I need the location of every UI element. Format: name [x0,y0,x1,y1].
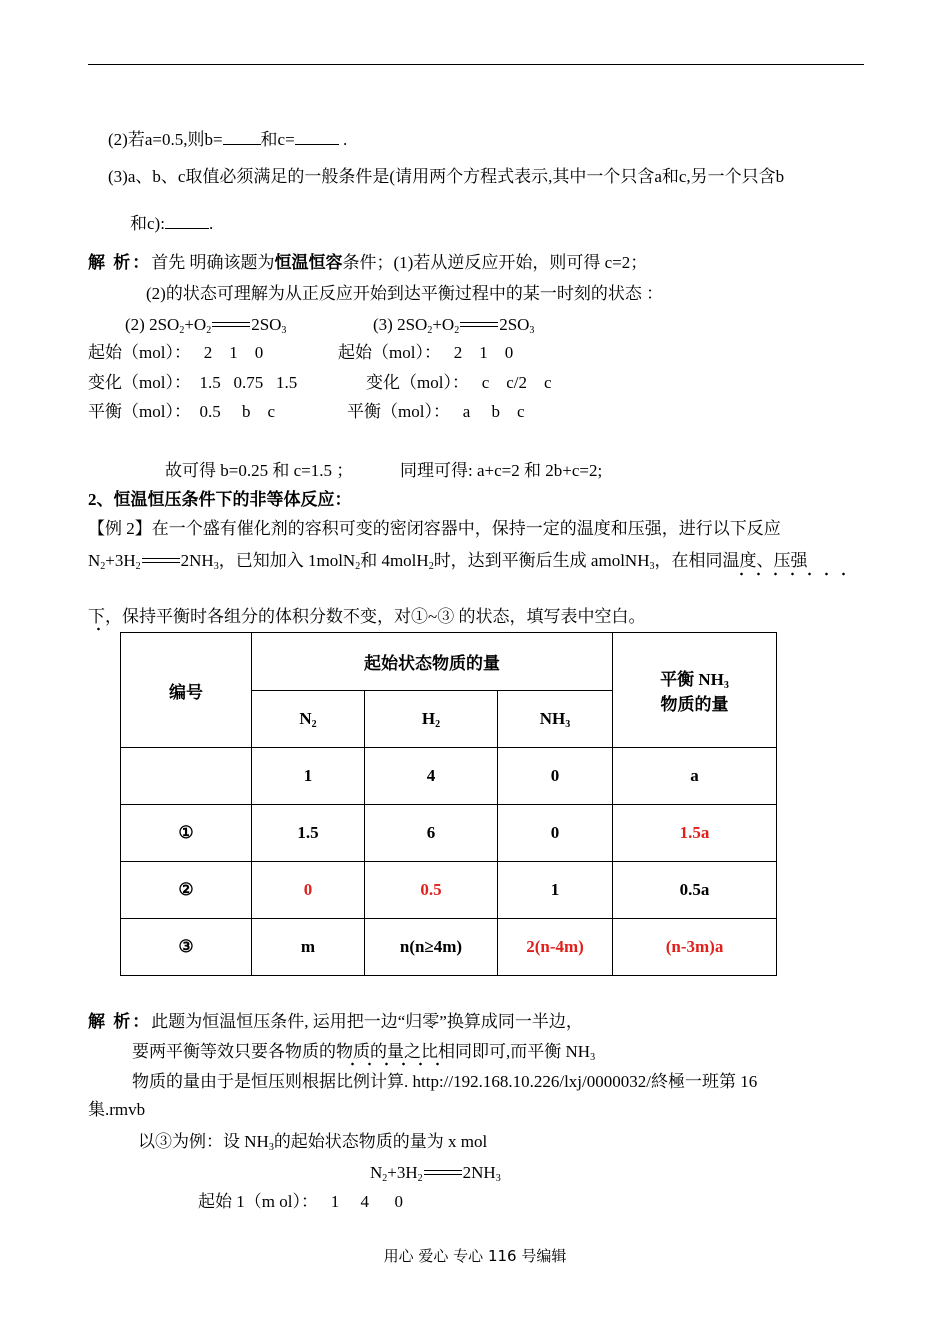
cell-n2: m [252,919,365,976]
solution-2-start: 起始 1（m ol）： 1 4 0 [198,1192,403,1211]
cell-id: ① [121,805,252,862]
cell-eq: 0.5a [613,862,777,919]
ice-change-right: 变化（mol）： c c/2 c [366,373,552,392]
conclusion-left: 故可得 b=0.25 和 c=1.5 ； [165,461,354,480]
sol2-text-c: 相同即可,而平衡 NH [438,1042,591,1061]
eq-right-so3-sub: 3 [529,325,535,336]
answer-blank-b [223,128,261,145]
q2-text-a: (2)若a=0.5,则b= [108,130,223,149]
question-2 [108,128,347,151]
cell-nh3-answer: 2(n-4m) [498,919,613,976]
eq-left-o2-sub: 2 [206,325,212,336]
ex2-sub-c: 3 [649,561,655,572]
eq-right-o2-sub: 2 [454,325,460,336]
header-start-state: 起始状态物质的量 [252,633,613,691]
solution-2-line1 [88,1011,583,1033]
ex2-text-c: 时，达到平衡后生成 amolNH [433,551,650,570]
data-table [120,632,777,976]
ex2-text-a: ，已知加入 1molN [218,551,356,570]
section-2-heading: 2、恒温恒压条件下的非等体反应： [88,490,352,509]
table-row [121,919,777,976]
solution-label: 解 析： [88,1012,152,1031]
ex2-h2: +3H [105,551,136,570]
solution-label: 解 析： [88,253,152,272]
q3-line2-text: 和c): [130,214,165,233]
cell-eq: a [613,748,777,805]
answer-blank-c [295,128,339,145]
ex2-nh3-sub: 3 [213,561,219,572]
cell-eq-answer: 1.5a [613,805,777,862]
question-3-line1: (3)a、b、c取值必须满足的一般条件是(请用两个方程式表示,其中一个只含a和c,另一个只含b [108,167,785,186]
equation-right [373,314,534,336]
sol2-text-a: 要两平衡等效只要各物质的 [132,1042,336,1061]
cell-h2: 6 [365,805,498,862]
solution-2-line5 [138,1131,487,1153]
equilibrium-arrow-icon [460,320,498,332]
sol2-line5-b: 的起始状态物质的量为 x mol [273,1132,488,1151]
eq-right-prefix: (3) 2SO [373,315,428,334]
ex2-sub-a: 2 [355,561,361,572]
ex2-n2: N [88,551,101,570]
ex2-text-b: 和 4molH [360,551,429,570]
q3-end: . [208,214,214,233]
solution-2-line4: 集.rmvb [88,1100,146,1119]
ice-start-left: 起始（mol）： 2 1 0 [88,343,264,362]
ice-change-left: 变化（mol）： 1.5 0.75 1.5 [88,373,298,392]
question-3-line2 [130,212,213,235]
solution-2-line3: 物质的量由于是恒压则根据比例计算. http://192.168.10.226/lxj/0000032/終極一班第 16 [132,1072,758,1091]
eq-right-sub: 2 [427,325,433,336]
solution-1-bold: 恒温恒容 [274,253,343,272]
cell-nh3: 1 [498,862,613,919]
header-id: 编号 [121,633,252,748]
equation-left [125,314,286,336]
cell-h2: n(n≥4m) [365,919,498,976]
solution-1-line2: (2)的状态可理解为从正反应开始到达平衡过程中的某一时刻的状态 ： [146,284,664,303]
table-row [121,748,777,805]
solution-1-line1 [88,252,647,274]
example-2-line2 [88,550,807,572]
sol2-line5-sub: 3 [268,1142,274,1153]
eq-left-so3-sub: 3 [281,325,287,336]
eq-left-sub: 2 [179,325,185,336]
ex2-text-d: ，在相同温度、压强 [654,551,808,570]
ex2-n2-sub: 2 [100,561,106,572]
header-rule [88,64,864,65]
solution-2-text1: 此题为恒温恒压条件, 运用把一边“归零”换算成同一半边， [151,1012,583,1031]
solution-2-line2 [132,1041,595,1063]
solution-2-equation: $N_2+3H_2$ $2NH_3$ [370,1163,501,1184]
eq-left-prefix: (2) 2SO [125,315,180,334]
header-eq-nh3 [613,633,777,748]
ice-eq-right: 平衡（mol）： a b c [347,402,525,421]
cell-n2: 1.5 [252,805,365,862]
header-eq-line1: 平衡 NH [660,670,724,689]
example-2-line3: 下，保持平衡时各组分的体积分数不变，对①~③ 的状态，填写表中空白。 [88,607,646,626]
page-footer: 用心 爱心 专心 116 号编辑 [383,1247,567,1265]
ex2-h2-sub: 2 [135,561,141,572]
cell-h2-answer: 0.5 [365,862,498,919]
sol2-emphasis: 物质的量之比 [336,1042,438,1061]
table-row [121,862,777,919]
cell-id: ② [121,862,252,919]
eq-left-o2: +O [184,315,207,334]
cell-n2-answer: 0 [252,862,365,919]
solution-1-text2: 条件；(1)若从逆反应开始，则可得 c=2； [342,253,648,272]
col-nh3: $NH_3$ [498,690,613,748]
equilibrium-arrow-icon [424,1168,462,1180]
header-eq-sub: 3 [723,680,729,691]
cell-n2: 1 [252,748,365,805]
sol2-nh3-sub: 3 [590,1052,596,1063]
solution-1-text1: 首先 明确该题为 [151,253,275,272]
q2-text-c: . [338,130,348,149]
ex2-nh3: 2NH [180,551,214,570]
equilibrium-arrow-icon [142,556,180,568]
cell-h2: 4 [365,748,498,805]
eq-right-o2: +O [432,315,455,334]
cell-id [121,748,252,805]
cell-nh3: 0 [498,805,613,862]
eq-left-so3: 2SO [251,315,282,334]
emphasis-dots [344,1062,446,1066]
ice-start-right: 起始（mol）： 2 1 0 [338,343,514,362]
sol2-line5-a: 以③为例：设 NH [138,1132,269,1151]
ex2-sub-b: 2 [428,561,434,572]
emphasis-dots [90,627,100,631]
table-row [121,805,777,862]
ice-eq-left: 平衡（mol）： 0.5 b c [88,402,275,421]
q2-text-b: 和c= [260,130,295,149]
conclusion-right: 同理可得: a+c=2 和 2b+c=2; [400,461,603,480]
col-h2: $H_2$ [365,690,498,748]
col-n2: $N_2$ [252,690,365,748]
example-2-line1: 【例 2】在一个盛有催化剂的容积可变的密闭容器中，保持一定的温度和压强，进行以下反应 [88,519,781,538]
cell-nh3: 0 [498,748,613,805]
eq-right-so3: 2SO [499,315,530,334]
equilibrium-arrow-icon [212,320,250,332]
emphasis-dots [733,572,858,576]
header-eq-line2: 物质的量 [660,695,729,714]
answer-blank-bc [165,212,209,229]
cell-eq-answer: (n-3m)a [613,919,777,976]
cell-id: ③ [121,919,252,976]
